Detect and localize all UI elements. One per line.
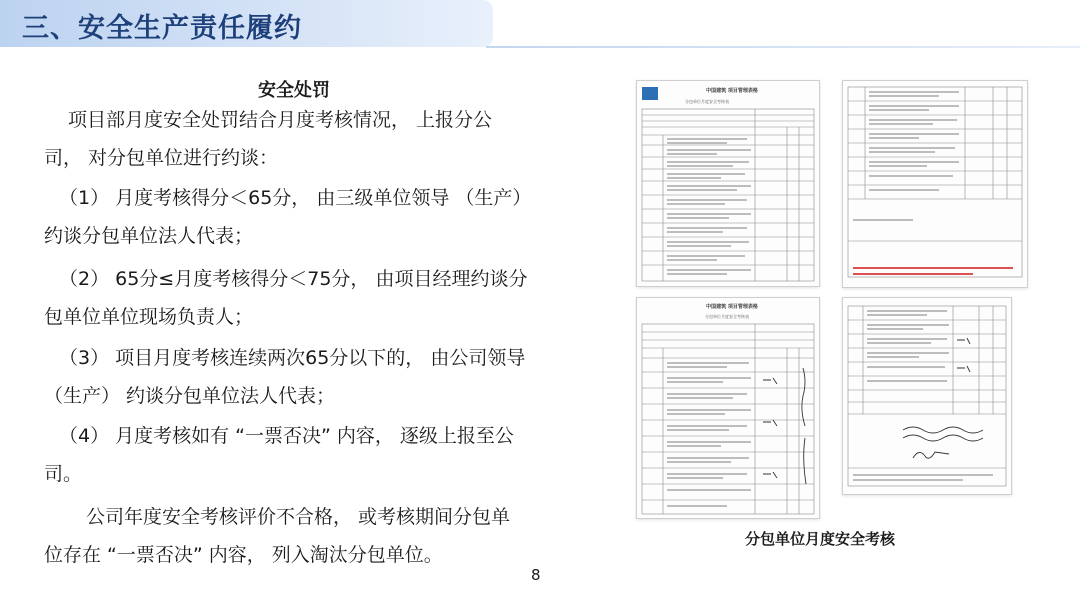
section-heading: 安全处罚 (258, 80, 330, 101)
form-scan-graphic (637, 298, 819, 518)
paragraph-line: （2） 65分≤月度考核得分＜75分， 由项目经理约谈分 (59, 268, 528, 290)
paragraph-line: 包单位单位现场负责人； (44, 306, 254, 328)
form-scan-graphic (843, 81, 1027, 287)
paragraph-line: 项目部月度安全处罚结合月度考核情况， 上报分公 (68, 109, 493, 131)
assessment-form-page2-image (842, 80, 1028, 288)
assessment-form-image (636, 80, 820, 287)
paragraph-line: （生产） 约谈分包单位法人代表； (44, 385, 336, 407)
filled-assessment-form-image (636, 297, 820, 519)
page-number: 8 (531, 566, 541, 584)
signed-assessment-page-image (842, 297, 1012, 495)
doc-title: 中国建筑 项目管理表格 (706, 304, 758, 310)
form-scan-graphic (843, 298, 1011, 494)
paragraph-line: 司， 对分包单位进行约谈： (44, 147, 279, 169)
slide-title: 三、安全生产责任履约 (22, 13, 302, 44)
image-caption: 分包单位月度安全考核 (745, 530, 896, 548)
form-scan-graphic (637, 81, 819, 286)
paragraph-line: 约谈分包单位法人代表； (44, 225, 254, 247)
paragraph-line: 司。 (44, 463, 83, 485)
doc-title: 中国建筑 项目管理表格 (706, 88, 758, 94)
paragraph-line: （1） 月度考核得分＜65分， 由三级单位领导 （生产） (59, 187, 532, 209)
title-banner (0, 0, 493, 47)
doc-subtitle: 分包单位月度安全考核表 (705, 314, 749, 319)
paragraph-line: 位存在 “一票否决” 内容， 列入淘汰分包单位。 (44, 544, 443, 566)
paragraph-line: （4） 月度考核如有 “一票否决” 内容， 逐级上报至公 (59, 425, 514, 447)
paragraph-line: （3） 项目月度考核连续两次65分以下的， 由公司领导 (59, 347, 526, 369)
paragraph-line: 公司年度安全考核评价不合格， 或考核期间分包单 (86, 506, 511, 528)
title-underline (486, 46, 1080, 48)
doc-subtitle: 分包单位月度安全考核表 (685, 99, 729, 104)
